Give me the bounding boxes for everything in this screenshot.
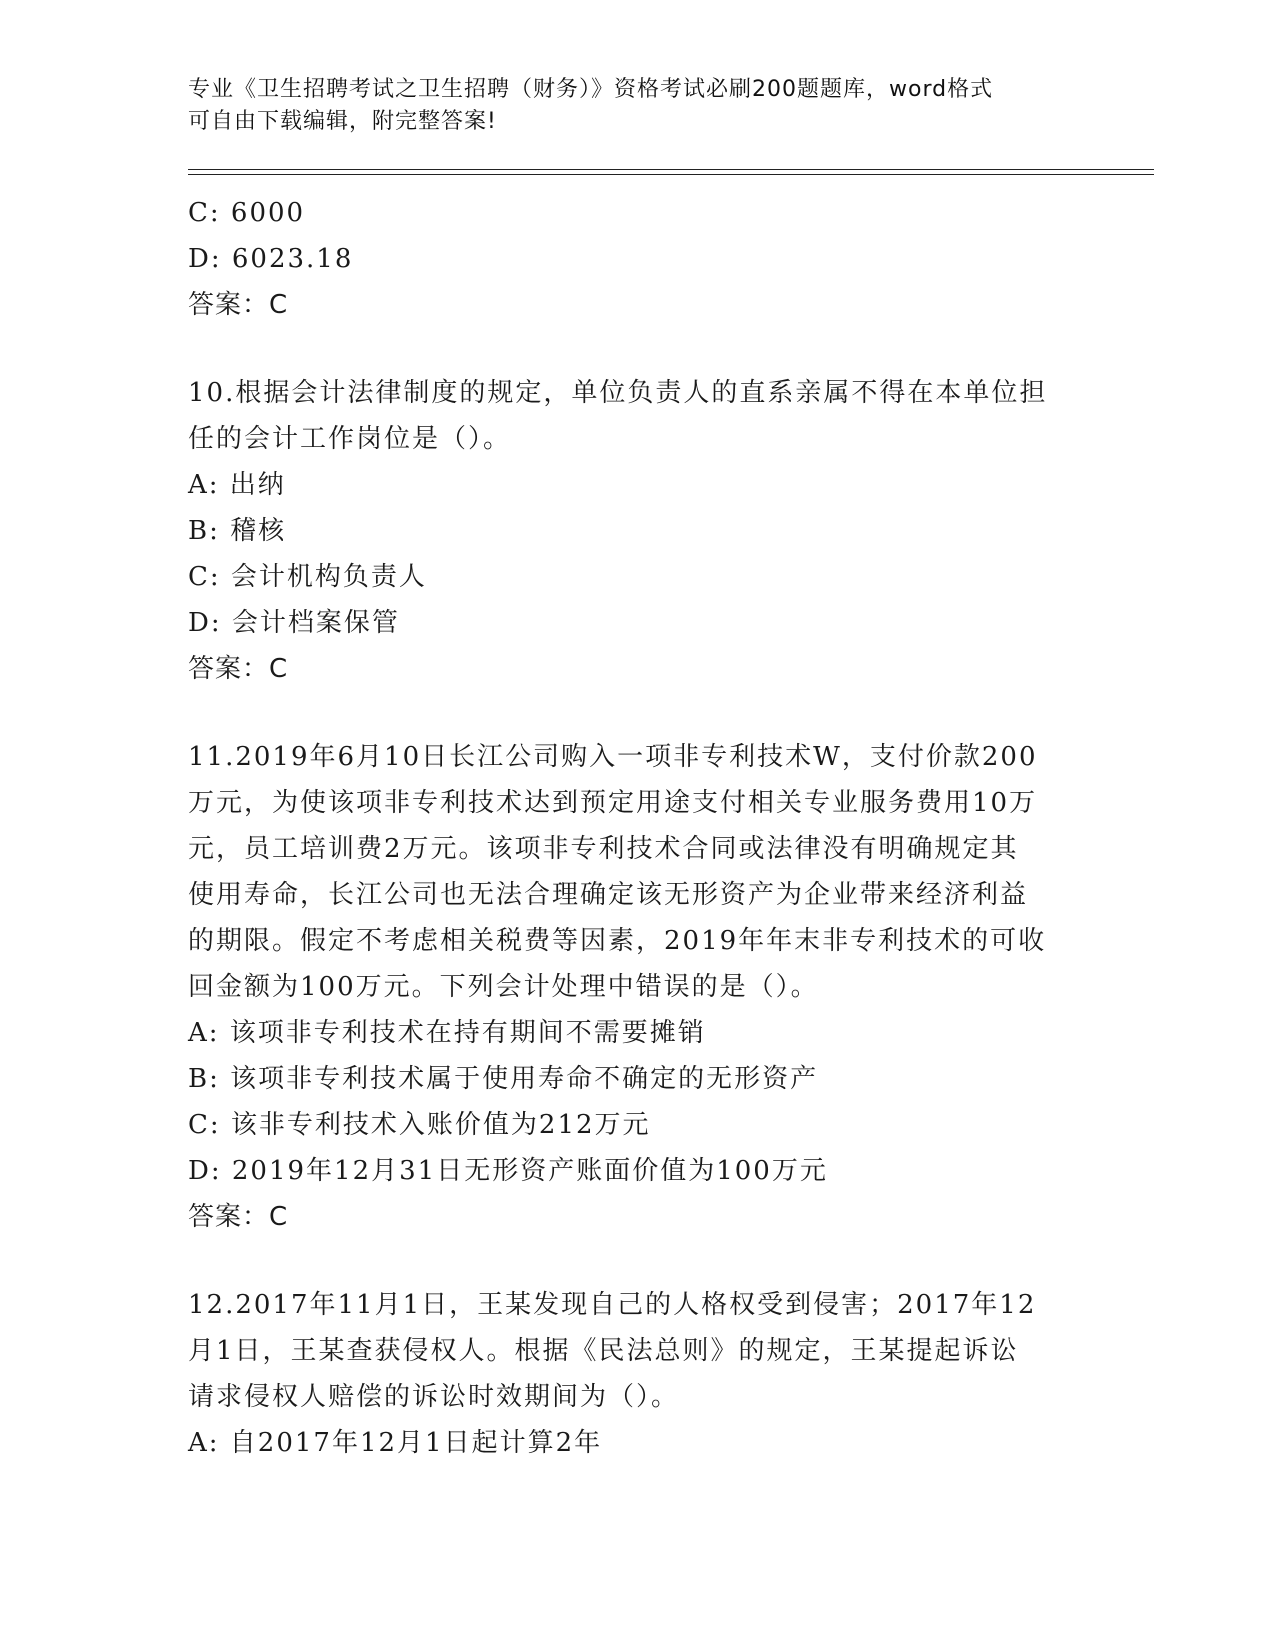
header-divider-bottom: [188, 174, 1154, 175]
option-a: A: 自2017年12月1日起计算2年: [188, 1428, 603, 1458]
header-divider-top: [188, 169, 1154, 170]
question-text-line: 月1日，王某查获侵权人。根据《民法总则》的规定，王某提起诉讼: [188, 1336, 1019, 1366]
question-text-line: 任的会计工作岗位是（）。: [188, 424, 512, 454]
header-title-line-1: 专业《卫生招聘考试之卫生招聘（财务）》资格考试必刷200题题库，word格式: [188, 77, 994, 102]
option-c: C: 该非专利技术入账价值为212万元: [188, 1110, 651, 1140]
option-c: C: 会计机构负责人: [188, 562, 427, 592]
option-c: C: 6000: [188, 198, 306, 228]
option-a: A: 出纳: [188, 470, 286, 500]
header-title-line-2: 可自由下载编辑，附完整答案!: [188, 109, 497, 134]
question-text-line: 10.根据会计法律制度的规定，单位负责人的直系亲属不得在本单位担: [188, 378, 1048, 408]
option-a: A: 该项非专利技术在持有期间不需要摊销: [188, 1018, 706, 1048]
page-header: [188, 74, 1068, 138]
option-b: B: 该项非专利技术属于使用寿命不确定的无形资产: [188, 1064, 819, 1094]
question-text-line: 元，员工培训费2万元。该项非专利技术合同或法律没有明确规定其: [188, 834, 1019, 864]
option-d: D: 2019年12月31日无形资产账面价值为100万元: [188, 1156, 828, 1186]
option-d: D: 会计档案保管: [188, 608, 400, 638]
question-9-tail: [188, 190, 1088, 328]
option-d: D: 6023.18: [188, 244, 354, 274]
question-text-line: 回金额为100万元。下列会计处理中错误的是（）。: [188, 972, 819, 1002]
question-text-line: 请求侵权人赔偿的诉讼时效期间为（）。: [188, 1382, 680, 1412]
question-11: [188, 734, 1088, 1240]
question-text-line: 11.2019年6月10日长江公司购入一项非专利技术W，支付价款200: [188, 742, 1038, 772]
answer-line: 答案：C: [188, 654, 289, 684]
question-text-line: 的期限。假定不考虑相关税费等因素，2019年年末非专利技术的可收: [188, 926, 1047, 956]
question-text-line: 使用寿命，长江公司也无法合理确定该无形资产为企业带来经济利益: [188, 880, 1029, 910]
question-text-line: 万元，为使该项非专利技术达到预定用途支付相关专业服务费用10万: [188, 788, 1038, 818]
question-content: [188, 190, 1088, 1466]
question-10: [188, 370, 1088, 692]
question-text-line: 12.2017年11月1日，王某发现自己的人格权受到侵害；2017年12: [188, 1290, 1037, 1320]
answer-line: 答案：C: [188, 1202, 289, 1232]
option-b: B: 稽核: [188, 516, 287, 546]
answer-line: 答案：C: [188, 290, 289, 320]
question-12: [188, 1282, 1088, 1466]
